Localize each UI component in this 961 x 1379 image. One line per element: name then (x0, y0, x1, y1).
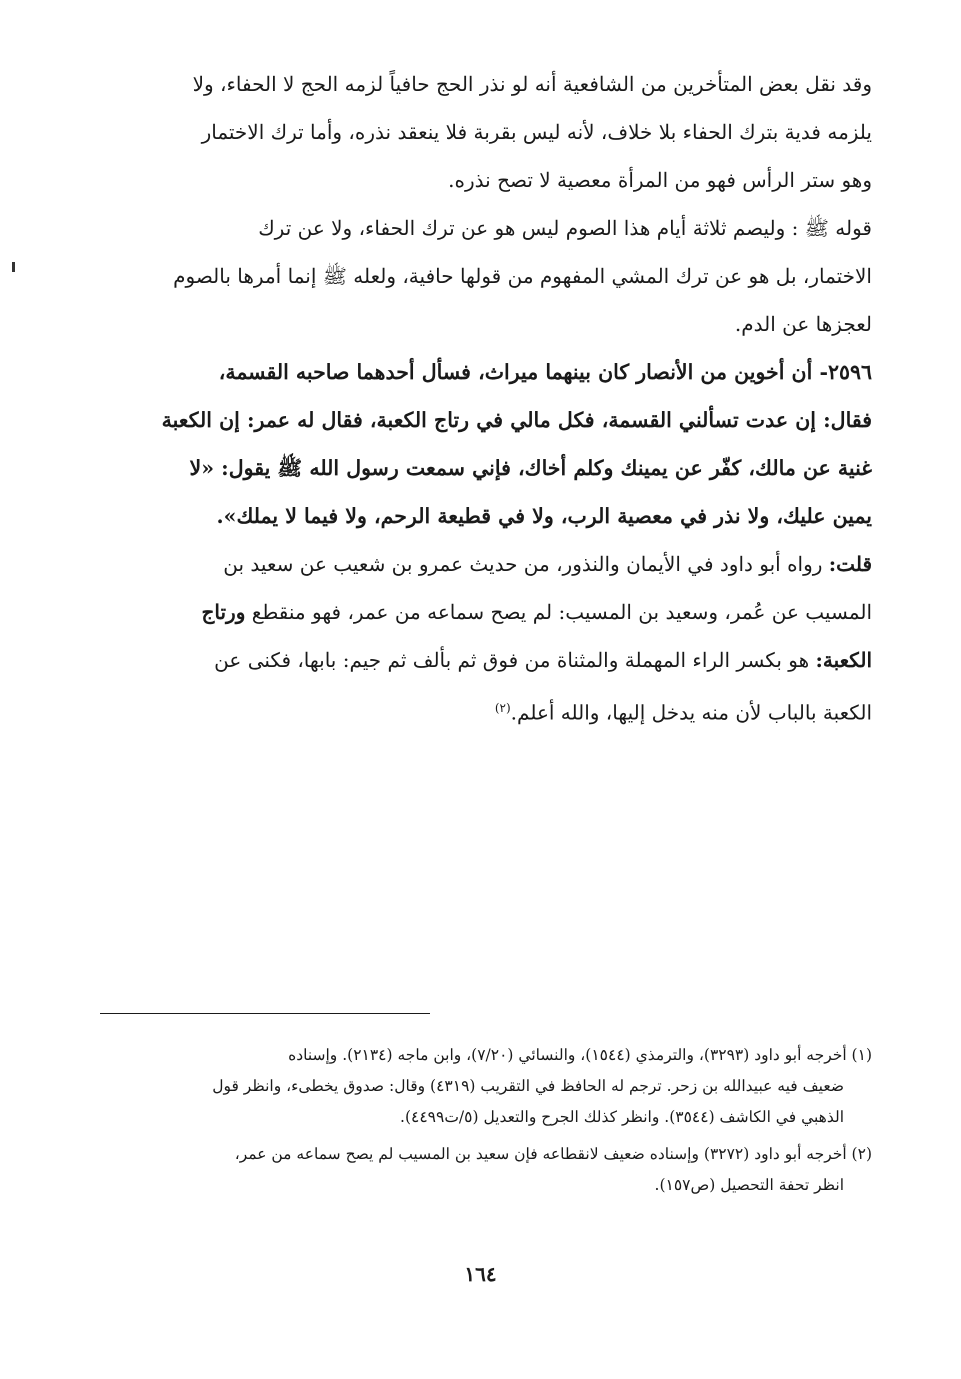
text-line: غنية عن مالك، كفّر عن يمينك وكلم أخاك، فإني سمعت رسول الله ﷺ يقول: «لا (189, 456, 872, 480)
text-line (100, 684, 872, 737)
lead-word: قلت: (828, 552, 872, 576)
text-run: المسيب عن عُمر، وسعيد بن المسيب: لم يصح سماعه من عمر، فهو منقطع (245, 600, 872, 624)
footnote-ref: (٢) (494, 701, 511, 715)
footnote-separator (100, 1013, 430, 1014)
text-line: لعجزها عن الدم. (734, 312, 872, 336)
bold-term: ورتاج (201, 600, 246, 624)
paragraph-1 (100, 60, 872, 204)
text-run: الكعبة بالباب لأن منه يدخل إليها، والله أعلم. (510, 700, 872, 725)
text-line: وهو ستر الرأس فهو من المرأة معصية لا تصح نذره. (448, 168, 872, 192)
text-line (100, 636, 872, 684)
footnote-2 (100, 1139, 872, 1201)
main-text (100, 60, 872, 737)
footnote-line: (١) أخرجه أبو داود (٣٢٩٣)، والترمذي (١٥٤٤)، والنسائي (٧/٢٠)، وابن ماجه (٢١٣٤). وإسناده (288, 1046, 872, 1064)
text-run: هو بكسر الراء المهملة والمثناة من فوق ثم بألف ثم جيم: بابها، فكنى عن (214, 648, 816, 672)
text-line: قوله ﷺ : وليصم ثلاثة أيام هذا الصوم ليس هو عن ترك الحفاء، ولا عن ترك (258, 216, 872, 240)
page-number: ١٦٤ (464, 1262, 497, 1286)
text-line (100, 540, 872, 588)
margin-mark (12, 262, 15, 272)
text-line: وقد نقل بعض المتأخرين من الشافعية أنه لو نذر الحج حافياً لزمه الحج لا الحفاء، ولا (192, 72, 872, 96)
footnote-line: الذهبي في الكاشف (٣٥٤٤). وانظر كذلك الجرح والتعديل (٥/ت٤٤٩٩). (400, 1108, 844, 1126)
bold-term: الكعبة: (815, 648, 872, 672)
text-line: الاختمار، بل هو عن ترك المشي المفهوم من قولها حافية، ولعله ﷺ إنما أمرها بالصوم (173, 264, 872, 288)
footnotes (100, 1040, 872, 1207)
footnote-line: (٢) أخرجه أبو داود (٣٢٧٢) وإسناده ضعيف لانقطاعه فإن سعيد بن المسيب لم يصح سماعه من عمر، (234, 1145, 872, 1163)
text-line: فقال: إن عدت تسألني القسمة، فكل مالي في رتاج الكعبة، فقال له عمر: إن الكعبة (161, 408, 872, 432)
text-line (100, 588, 872, 636)
commentary-paragraph (100, 540, 872, 737)
footnote-1 (100, 1040, 872, 1133)
footnote-line: انظر تحفة التحصيل (ص١٥٧). (654, 1176, 844, 1194)
text-line: يلزمه فدية بترك الحفاء بلا خلاف، لأنه ليس بقربة فلا ينعقد نذره، وأما ترك الاختمار (201, 120, 872, 144)
footnote-line: ضعيف فيه عبيدالله بن زحر. ترجم له الحافظ في التقريب (٤٣١٩) وقال: صدوق يخطىء، وانظر قول (212, 1077, 844, 1095)
text-line: يمين عليك، ولا نذر في معصية الرب، ولا في قطيعة الرحم، ولا فيما لا يملك». (216, 504, 872, 528)
paragraph-2 (100, 204, 872, 348)
text-run: رواه أبو داود في الأيمان والنذور، من حديث عمرو بن شعيب عن سعيد بن (223, 552, 829, 576)
hadith-paragraph (100, 348, 872, 540)
text-line: ٢٥٩٦- أن أخوين من الأنصار كان بينهما ميراث، فسأل أحدهما صاحبه القسمة، (218, 360, 872, 384)
